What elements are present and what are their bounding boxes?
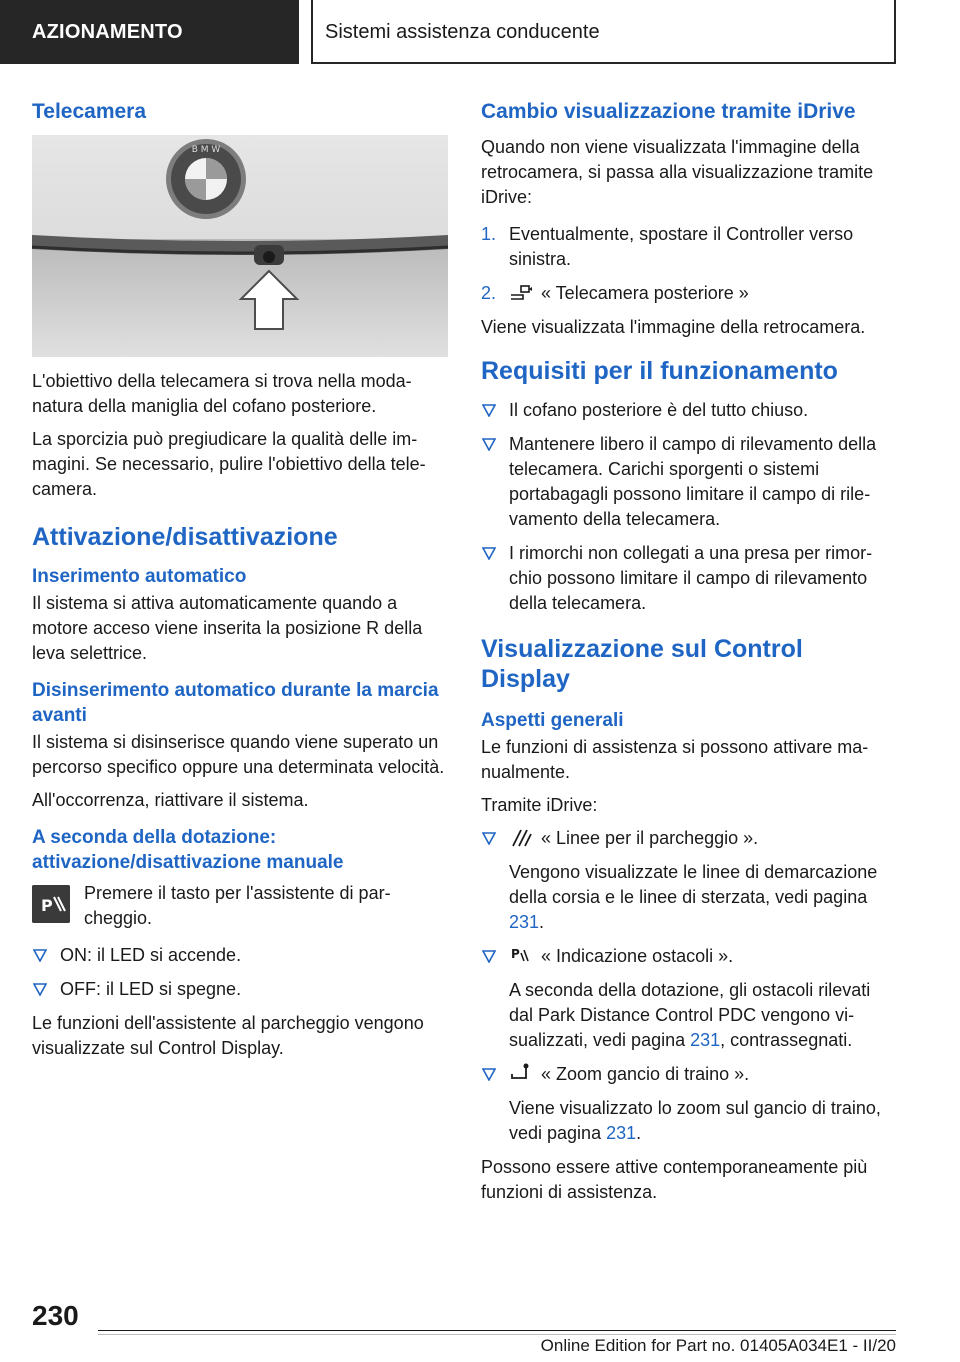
right-column (481, 98, 896, 1213)
triangle-bullet-icon (482, 438, 496, 451)
edition-text: Online Edition for Part no. 01405A034E1 - II/20 (540, 1336, 896, 1355)
camera-location-photo (32, 135, 448, 357)
step-text: Eventualmente, spostare il Controller verso sinistra. (509, 224, 854, 269)
manual-heading: A seconda della dotazione: attivazione/disattivazione manuale (32, 827, 344, 873)
page-link[interactable]: 231 (509, 912, 540, 932)
general-heading: Aspetti generali (481, 710, 624, 731)
bullet-text: OFF: il LED si spegne. (60, 979, 242, 999)
feature-label: « Zoom gancio di traino ». (541, 1064, 750, 1084)
triangle-bullet-icon (482, 950, 496, 963)
reactivate-text: All'occorrenza, riattivare il sistema. (32, 790, 309, 810)
auto-on-heading: Inserimento automatico (32, 566, 247, 587)
triangle-bullet-icon (482, 1068, 496, 1081)
requirement-text: I rimorchi non collegati a una presa per rimorchio possono limitare il campo di rilevamento della telecamera. (509, 543, 873, 613)
feature-desc-text: A seconda della dotazione, gli ostacoli rilevati dal Park Distance Control PDC vengono visualizzati, vedi pagina (509, 980, 871, 1050)
feature-description (509, 860, 896, 935)
feature-description (509, 978, 896, 1053)
bullet-text: ON: il LED si accende. (60, 945, 242, 965)
triangle-bullet-icon (482, 404, 496, 417)
page-link[interactable]: 231 (606, 1123, 637, 1143)
feature-item (481, 944, 896, 969)
svg-text:P: P (41, 896, 53, 915)
svg-text:P: P (511, 947, 520, 961)
idrive-result: Viene visualizzata l'immagine della retrocamera. (481, 317, 866, 337)
feature-desc-text: Vengono visualizzate le linee di demarcazione della corsia e le linee di sterzata, vedi pagina (509, 862, 878, 907)
auto-off-text: Il sistema si disinserisce quando viene superato un percorso specifico oppure una determinata velocità. (32, 732, 445, 777)
left-column (32, 98, 448, 1069)
page-header (0, 0, 960, 66)
triangle-bullet-icon (33, 983, 47, 996)
idrive-intro: Quando non viene visualizzata l'immagine della retrocamera, si passa alla visualizzazione tramite iDrive: (481, 137, 874, 207)
rear-camera-icon (509, 281, 533, 303)
feature-item (481, 1062, 896, 1087)
bullet-item (32, 943, 448, 968)
section-tab: AZIONAMENTO (0, 0, 299, 64)
footer-divider (98, 1334, 896, 1335)
footer-divider (98, 1330, 896, 1331)
requirements-heading: Requisiti per il funzionamento (481, 357, 838, 385)
step-text: « Telecamera posteriore » (541, 283, 749, 303)
page-link[interactable]: 231 (690, 1030, 721, 1050)
requirement-text: Il cofano posteriore è del tutto chiuso. (509, 400, 809, 420)
requirement-text: Mantenere libero il campo di rilevamento della telecamera. Carichi sporgenti o sistemi portabagagli possono limitare il campo di rilevamento della telecamera. (509, 434, 877, 529)
page-number: 230 (32, 1300, 79, 1331)
svg-text:B M W: B M W (191, 145, 221, 155)
button-text: Premere il tasto per l'assistente di parcheggio. (84, 883, 391, 928)
activation-heading: Attivazione/disattivazione (32, 523, 338, 551)
camera-paragraph-1: L'obiettivo della telecamera si trova nella modanatura della maniglia del cofano posteriore. (32, 371, 412, 416)
step-number: 1. (481, 224, 497, 244)
park-assist-button-instruction (32, 881, 448, 931)
feature-desc-text: Viene visualizzato lo zoom sul gancio di traino, vedi pagina (509, 1098, 881, 1143)
triangle-bullet-icon (482, 547, 496, 560)
requirement-item (481, 432, 896, 532)
step-number: 2. (481, 283, 497, 303)
camera-paragraph-2: La sporcizia può pregiudicare la qualità delle immagini. Se necessario, pulire l'obiettivo della telecamera. (32, 429, 426, 499)
feature-label: « Linee per il parcheggio ». (541, 828, 759, 848)
triangle-bullet-icon (33, 949, 47, 962)
requirement-item (481, 398, 896, 423)
feature-label: « Indicazione ostacoli ». (541, 946, 734, 966)
general-text: Le funzioni di assistenza si possono attivare manualmente. (481, 737, 869, 782)
requirement-item (481, 541, 896, 616)
bmw-logo (166, 139, 246, 219)
camera-lens (254, 245, 284, 265)
step-item (481, 222, 896, 272)
obstacle-indicator-icon (509, 944, 533, 966)
feature-description (509, 1096, 896, 1146)
bullet-item (32, 977, 448, 1002)
chapter-title: Sistemi assistenza conducente (311, 0, 896, 64)
park-assist-button-icon (32, 885, 70, 923)
closing-text: Le funzioni dell'assistente al parcheggio vengono visualizzate sul Control Display. (32, 1013, 424, 1058)
feature-desc-end: . (539, 912, 545, 932)
feature-desc-end: . (636, 1123, 642, 1143)
auto-off-heading: Disinserimento automatico durante la marcia avanti (32, 680, 439, 726)
idrive-heading: Cambio visualizzazione tramite iDrive (481, 100, 856, 123)
feature-item (481, 826, 896, 851)
triangle-bullet-icon (482, 832, 496, 845)
display-heading: Visualizzazione sul Control Display (481, 635, 803, 693)
via-idrive: Tramite iDrive: (481, 795, 598, 815)
auto-on-text: Il sistema si attiva automaticamente quando a motore acceso viene inserita la posizione R della leva selettrice. (32, 593, 423, 663)
tow-hitch-zoom-icon (509, 1062, 533, 1084)
closing-text: Possono essere attive contemporaneamente più funzioni di assistenza. (481, 1157, 868, 1202)
feature-desc-end: , contrassegnati. (720, 1030, 853, 1050)
step-item (481, 281, 896, 306)
parking-lines-icon (509, 826, 533, 848)
camera-heading: Telecamera (32, 100, 147, 123)
